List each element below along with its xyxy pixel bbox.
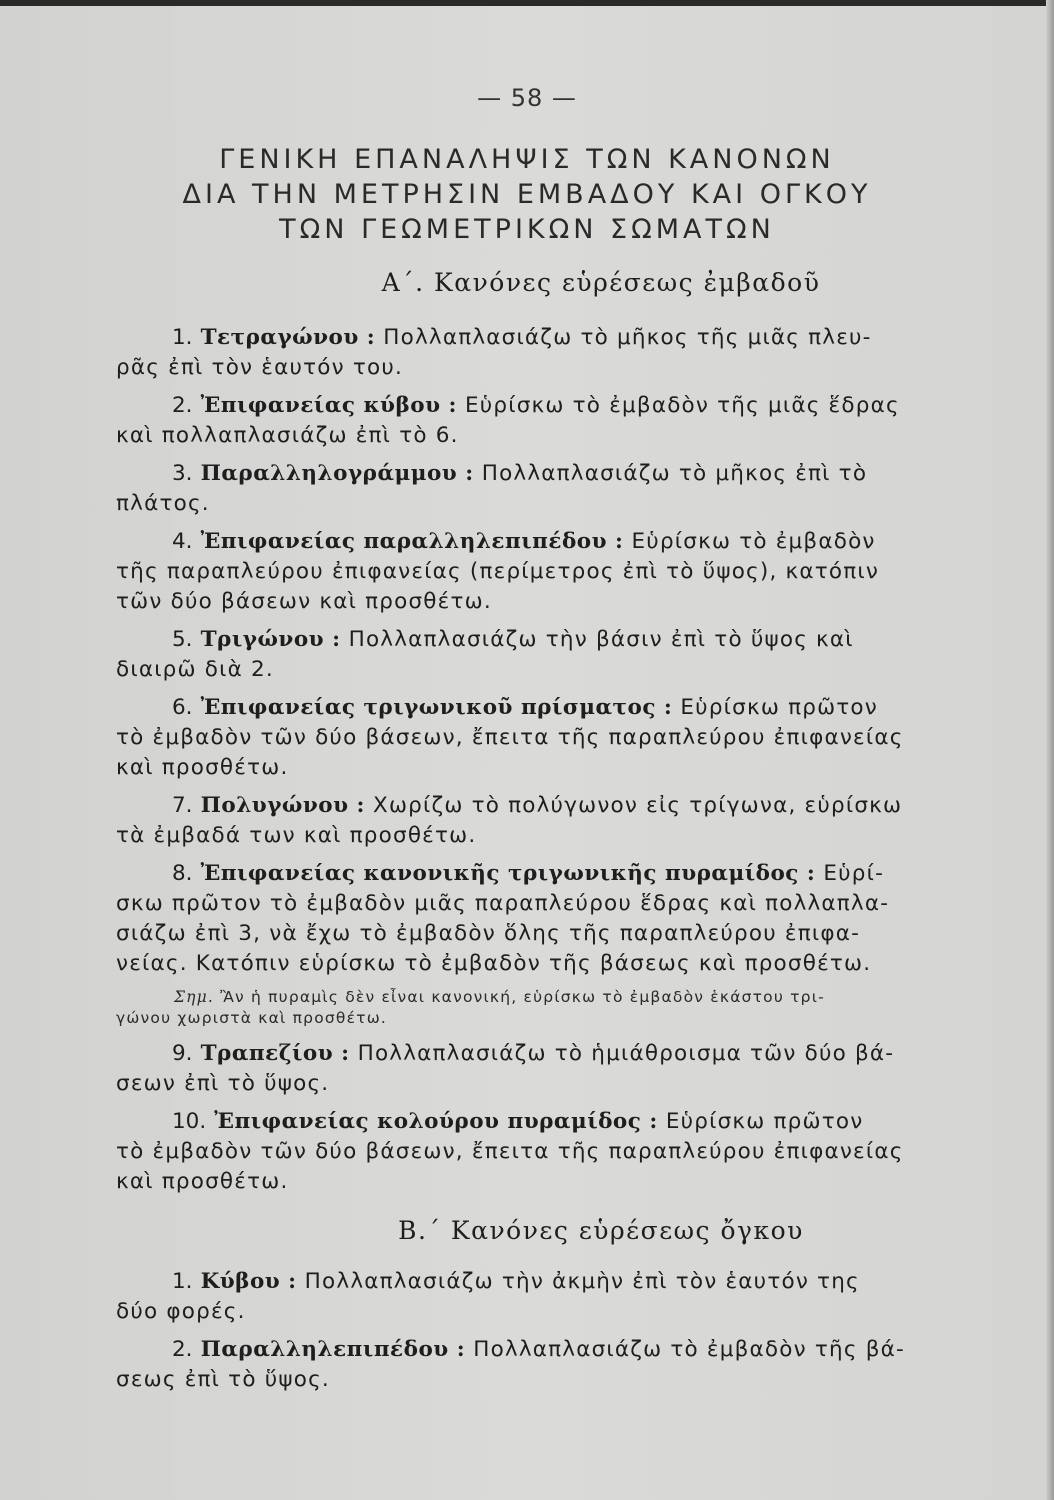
- rule-text: Πολλαπλασιάζω τὴν βάσιν ἐπὶ τὸ ὕψος καὶ: [348, 627, 854, 652]
- rule-line: τῆς παραπλεύρου ἐπιφανείας (περίμετρος ἐπὶ τὸ ὕψος), κατόπιν: [116, 559, 880, 584]
- rule-line: τὸ ἐμβαδὸν τῶν δύο βάσεων, ἔπειτα τῆς παραπλεύρου ἐπιφανείας: [116, 725, 904, 750]
- rule-line: [116, 1107, 1026, 1137]
- content: [116, 263, 1026, 1403]
- rule-item: [116, 1107, 1026, 1197]
- main-title-line: ΓΕΝΙΚΗ ΕΠΑΝΑΛΗΨΙΣ ΤΩΝ ΚΑΝΟΝΩΝ: [219, 144, 835, 175]
- rule-text: Πολλαπλασιάζω τὸ μῆκος τῆς μιᾶς πλευ-: [383, 325, 872, 350]
- rule-line: [116, 527, 1026, 557]
- page-number: — 58 —: [477, 84, 577, 112]
- section-a-rules-continued: [116, 1039, 1026, 1197]
- rule-line: διαιρῶ διὰ 2.: [116, 657, 274, 682]
- main-title: [0, 142, 1054, 247]
- rule-line: ρᾶς ἐπὶ τὸν ἑαυτόν του.: [116, 355, 404, 380]
- rule-text: Εὑρίσκω τὸ ἐμβαδὸν: [631, 529, 876, 554]
- rule-line: [116, 859, 1026, 889]
- rule-line: [116, 391, 1026, 421]
- rule-term: Κύβου :: [200, 1269, 297, 1294]
- rule-number: 1.: [172, 1269, 193, 1294]
- section-b-heading: Β.΄ Κανόνες εὑρέσεως ὄγκου: [398, 1216, 804, 1245]
- rule-term: Ἐπιφανείας τριγωνικοῦ πρίσματος :: [200, 695, 673, 720]
- rule-term: Πολυγώνου :: [200, 793, 365, 818]
- rule-item: [116, 791, 1026, 851]
- rule-term: Ἐπιφανείας παραλληλεπιπέδου :: [200, 529, 624, 554]
- rule-term: Παραλληλογράμμου :: [200, 461, 474, 486]
- note-label: Σημ.: [174, 988, 215, 1006]
- rule-line: [116, 459, 1026, 489]
- rule-line: καὶ προσθέτω.: [116, 1169, 289, 1194]
- rule-line: πλάτος.: [116, 491, 210, 516]
- rule-line: καὶ προσθέτω.: [116, 755, 289, 780]
- rule-text: Πολλαπλασιάζω τὸ ἡμιάθροισμα τῶν δύο βά-: [357, 1041, 895, 1066]
- rule-text: Πολλαπλασιάζω τὴν ἀκμὴν ἐπὶ τὸν ἑαυτόν της: [304, 1269, 860, 1294]
- main-title-line: ΔΙΑ ΤΗΝ ΜΕΤΡΗΣΙΝ ΕΜΒΑΔΟΥ ΚΑΙ ΟΓΚΟΥ: [182, 179, 872, 210]
- rule-term: Τετραγώνου :: [200, 325, 376, 350]
- rule-term: Παραλληλεπιπέδου :: [200, 1337, 466, 1362]
- rule-line: [116, 1335, 1026, 1365]
- rule-item: [116, 1267, 1026, 1327]
- rule-number: 7.: [172, 793, 193, 818]
- rule-line: καὶ πολλαπλασιάζω ἐπὶ τὸ 6.: [116, 423, 459, 448]
- rule-number: 10.: [172, 1109, 207, 1134]
- rule-line: [116, 323, 1026, 353]
- rule-text: Χωρίζω τὸ πολύγωνον εἰς τρίγωνα, εὑρίσκω: [373, 793, 903, 818]
- rule-line: τὰ ἐμβαδά των καὶ προσθέτω.: [116, 823, 477, 848]
- rule-term: Τριγώνου :: [200, 627, 341, 652]
- rule-item: [116, 391, 1026, 451]
- rule-line: [116, 791, 1026, 821]
- note-line: [116, 987, 1026, 1008]
- rule-term: Ἐπιφανείας κανονικῆς τριγωνικῆς πυραμίδος :: [200, 861, 816, 886]
- section-b-rules: [116, 1267, 1026, 1395]
- rule-line: [116, 1267, 1026, 1297]
- rule-item: [116, 625, 1026, 685]
- rule-number: 5.: [172, 627, 193, 652]
- rule-number: 8.: [172, 861, 193, 886]
- rule-term: Ἐπιφανείας κολούρου πυραμίδος :: [214, 1109, 658, 1134]
- rule-line: δύο φορές.: [116, 1299, 246, 1324]
- rule-line: σεως ἐπὶ τὸ ὕψος.: [116, 1367, 330, 1392]
- note-text: Ἂν ἡ πυραμὶς δὲν εἶναι κανονική, εὑρίσκω τὸ ἐμβαδὸν ἑκάστου τρι-: [220, 988, 825, 1006]
- rule-text: Πολλαπλασιάζω τὸ μῆκος ἐπὶ τὸ: [481, 461, 868, 486]
- rule-line: τῶν δύο βάσεων καὶ προσθέτω.: [116, 589, 492, 614]
- rule-line: τὸ ἐμβαδὸν τῶν δύο βάσεων, ἔπειτα τῆς παραπλεύρου ἐπιφανείας: [116, 1139, 904, 1164]
- note: [116, 987, 1026, 1029]
- rule-line: νείας. Κατόπιν εὑρίσκω τὸ ἐμβαδὸν τῆς βάσεως καὶ προσθέτω.: [116, 951, 872, 976]
- rule-line: σεων ἐπὶ τὸ ὕψος.: [116, 1071, 330, 1096]
- rule-number: 6.: [172, 695, 193, 720]
- rule-number: 1.: [172, 325, 193, 350]
- rule-number: 2.: [172, 393, 193, 418]
- section-a-rules: [116, 323, 1026, 979]
- rule-line: σιάζω ἐπὶ 3, νὰ ἔχω τὸ ἐμβαδὸν ὅλης τῆς παραπλεύρου ἐπιφα-: [116, 921, 861, 946]
- rule-item: [116, 693, 1026, 783]
- rule-line: [116, 1039, 1026, 1069]
- rule-number: 3.: [172, 461, 193, 486]
- rule-line: [116, 693, 1026, 723]
- rule-number: 9.: [172, 1041, 193, 1066]
- rule-line: [116, 625, 1026, 655]
- rule-text: Εὑρίσκω πρῶτον: [680, 695, 878, 720]
- rule-text: Εὑρίσκω τὸ ἐμβαδὸν τῆς μιᾶς ἕδρας: [464, 393, 900, 418]
- section-a-heading: Α΄. Κανόνες εὑρέσεως ἐμβαδοῦ: [381, 268, 821, 297]
- rule-item: [116, 527, 1026, 617]
- rule-item: [116, 1039, 1026, 1099]
- main-title-line: ΤΩΝ ΓΕΩΜΕΤΡΙΚΩΝ ΣΩΜΑΤΩΝ: [279, 214, 775, 245]
- note-line: γώνου χωριστὰ καὶ προσθέτω.: [116, 1009, 388, 1027]
- rule-term: Ἐπιφανείας κύβου :: [200, 393, 457, 418]
- rule-text: Πολλαπλασιάζω τὸ ἐμβαδὸν τῆς βά-: [473, 1337, 905, 1362]
- rule-term: Τραπεζίου :: [200, 1041, 350, 1066]
- rule-text: Εὑρίσκω πρῶτον: [665, 1109, 864, 1134]
- rule-text: Εὑρί-: [823, 861, 885, 886]
- rule-item: [116, 859, 1026, 979]
- rule-number: 2.: [172, 1337, 193, 1362]
- rule-number: 4.: [172, 529, 193, 554]
- rule-item: [116, 1335, 1026, 1395]
- top-border: [0, 0, 1054, 6]
- rule-line: σκω πρῶτον τὸ ἐμβαδὸν μιᾶς παραπλεύρου ἕδρας καὶ πολλαπλα-: [116, 891, 890, 916]
- rule-item: [116, 323, 1026, 383]
- rule-item: [116, 459, 1026, 519]
